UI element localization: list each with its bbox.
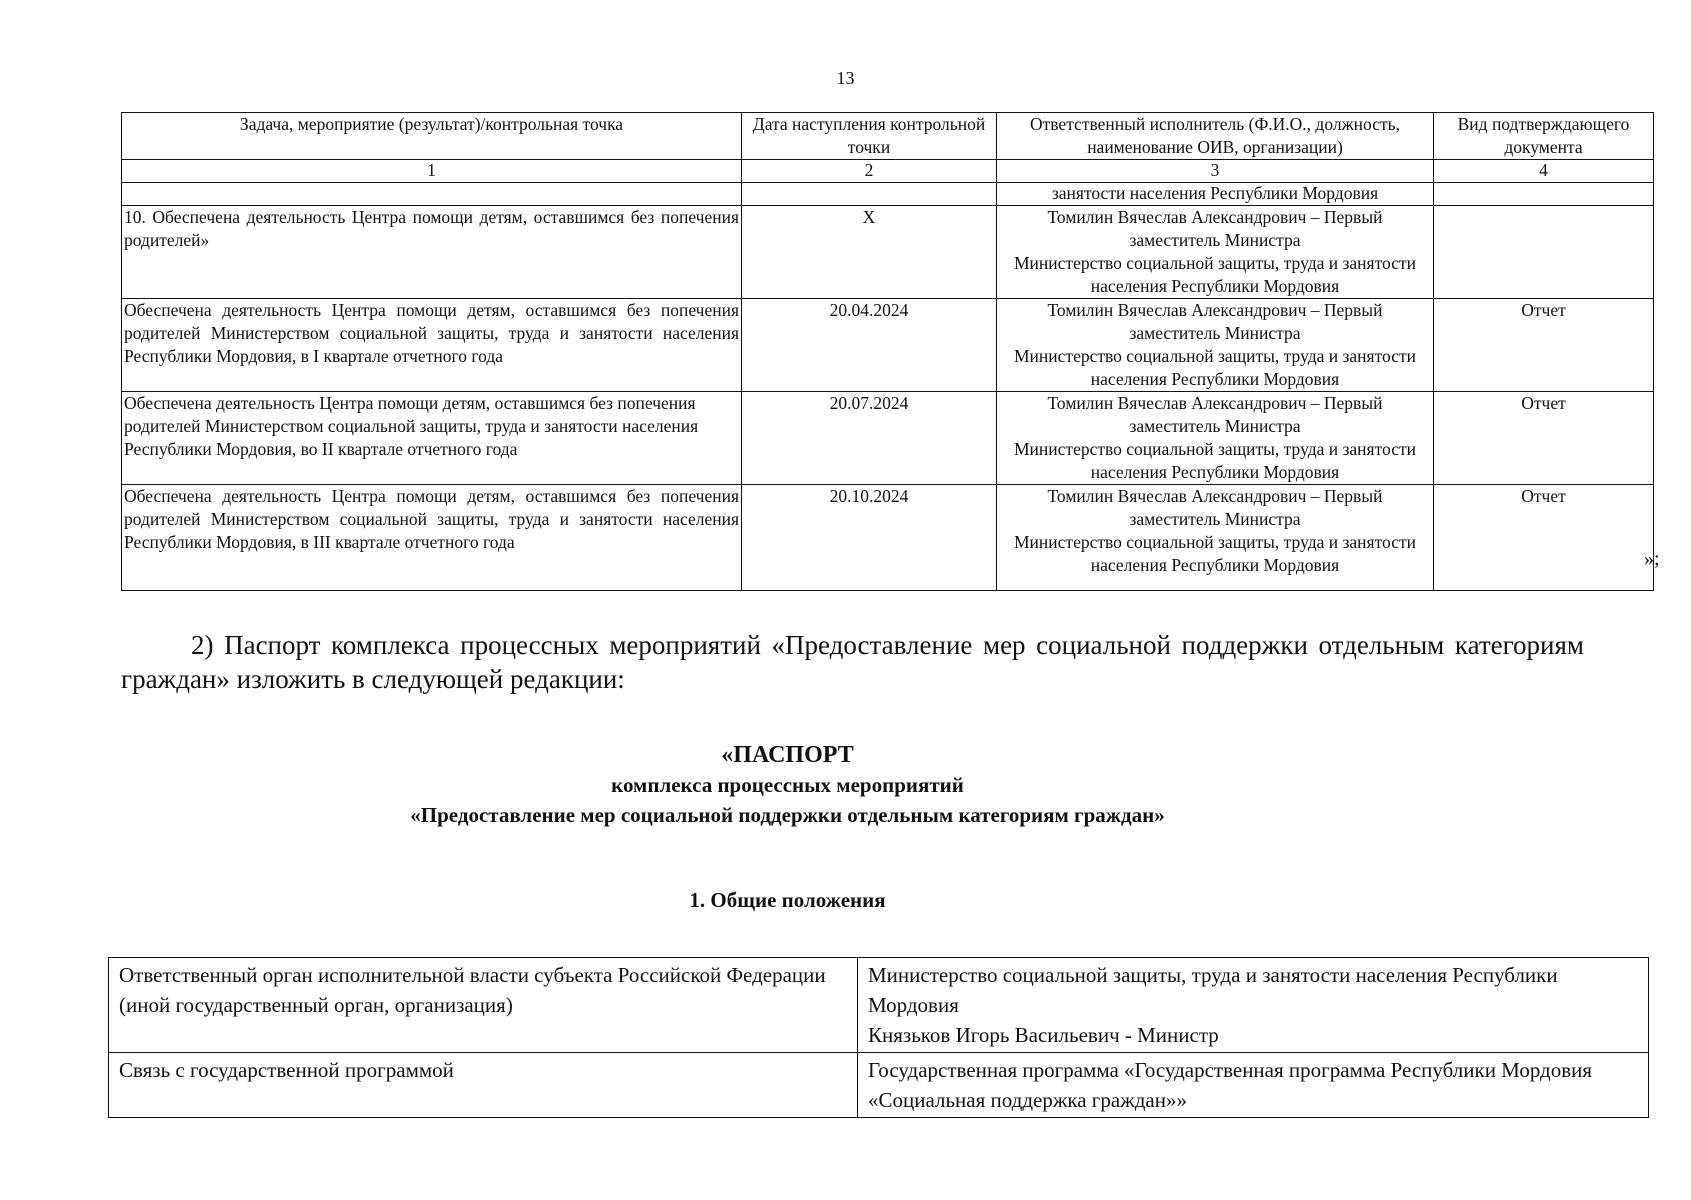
responsible-cell bbox=[997, 485, 1434, 591]
responsible-position: заместитель Министра bbox=[1129, 509, 1301, 529]
responsible-org: Министерство социальной защиты, труда и занятости населения Республики Мордовия bbox=[1014, 532, 1416, 575]
responsible-position: заместитель Министра bbox=[1129, 230, 1301, 250]
column-number: 2 bbox=[742, 160, 997, 183]
responsible-name: Томилин Вячеслав Александрович – Первый bbox=[1047, 300, 1383, 320]
responsible-name: Томилин Вячеслав Александрович – Первый bbox=[1047, 486, 1383, 506]
responsible-name: Томилин Вячеслав Александрович – Первый bbox=[1047, 393, 1383, 413]
table-row bbox=[109, 958, 1649, 1053]
document-cell: Отчет bbox=[1434, 299, 1654, 392]
column-number: 1 bbox=[122, 160, 742, 183]
date-cell: Х bbox=[742, 206, 997, 299]
row-key: Ответственный орган исполнительной власти субъекта Российской Федерации (иной государственный орган, организация) bbox=[109, 958, 858, 1053]
amendment-paragraph: 2) Паспорт комплекса процессных мероприятий «Предоставление мер социальной поддержки отдельным категориям граждан» изложить в следующей редакции: bbox=[121, 630, 1584, 694]
empty-cell bbox=[1434, 183, 1654, 206]
value-line: Государственная программа «Государственная программа Республики Мордовия «Социальная поддержка граждан»» bbox=[868, 1058, 1593, 1112]
task-cell: 10. Обеспечена деятельность Центра помощи детям, оставшимся без попечения родителей» bbox=[122, 206, 742, 299]
header-document: Вид подтверждающего документа bbox=[1434, 113, 1654, 160]
date-cell: 20.07.2024 bbox=[742, 392, 997, 485]
value-line: Министерство социальной защиты, труда и занятости населения Республики Мордовия bbox=[868, 963, 1558, 1017]
responsible-cell bbox=[997, 206, 1434, 299]
passport-title: «ПАСПОРТ bbox=[721, 742, 854, 768]
responsible-cell bbox=[997, 392, 1434, 485]
row-value bbox=[858, 1053, 1649, 1118]
passport-subtitle: комплекса процессных мероприятий bbox=[611, 773, 964, 797]
responsible-position: заместитель Министра bbox=[1129, 323, 1301, 343]
header-task: Задача, мероприятие (результат)/контрольная точка bbox=[122, 113, 742, 160]
responsible-org: Министерство социальной защиты, труда и занятости населения Республики Мордовия bbox=[1014, 346, 1416, 389]
column-number: 4 bbox=[1434, 160, 1654, 183]
passport-name: «Предоставление мер социальной поддержки отдельным категориям граждан» bbox=[410, 803, 1165, 827]
continuation-text: занятости населения Республики Мордовия bbox=[997, 183, 1434, 206]
responsible-name: Томилин Вячеслав Александрович – Первый bbox=[1047, 207, 1383, 227]
responsible-cell bbox=[997, 299, 1434, 392]
document-cell: Отчет bbox=[1434, 485, 1654, 591]
table-row bbox=[122, 485, 1654, 591]
control-points-table bbox=[121, 112, 1654, 591]
empty-cell bbox=[742, 183, 997, 206]
closing-quote-mark: »; bbox=[1644, 548, 1660, 570]
responsible-org: Министерство социальной защиты, труда и занятости населения Республики Мордовия bbox=[1014, 253, 1416, 296]
table-row bbox=[122, 299, 1654, 392]
row-value bbox=[858, 958, 1649, 1053]
document-cell: Отчет bbox=[1434, 392, 1654, 485]
passport-title-block bbox=[0, 740, 1575, 830]
document-cell bbox=[1434, 206, 1654, 299]
task-cell: Обеспечена деятельность Центра помощи детям, оставшимся без попечения родителей Министерством социальной защиты, труда и занятости населения Республики Мордовия, в I квартале отчетного года bbox=[122, 299, 742, 392]
general-provisions-table bbox=[108, 957, 1649, 1118]
column-number: 3 bbox=[997, 160, 1434, 183]
page-number: 13 bbox=[836, 68, 855, 88]
task-cell: Обеспечена деятельность Центра помощи детям, оставшимся без попечения родителей Министерством социальной защиты, труда и занятости населения Республики Мордовия, во II квартале отчетного года bbox=[122, 392, 742, 485]
table-row bbox=[122, 206, 1654, 299]
responsible-position: заместитель Министра bbox=[1129, 416, 1301, 436]
value-line: Князьков Игорь Васильевич - Министр bbox=[868, 1023, 1219, 1047]
column-number-row bbox=[122, 160, 1654, 183]
responsible-org: Министерство социальной защиты, труда и занятости населения Республики Мордовия bbox=[1014, 439, 1416, 482]
date-cell: 20.10.2024 bbox=[742, 485, 997, 591]
section-heading: 1. Общие положения bbox=[689, 888, 886, 912]
row-key: Связь с государственной программой bbox=[109, 1053, 858, 1118]
table-row bbox=[122, 392, 1654, 485]
table-row bbox=[109, 1053, 1649, 1118]
date-cell: 20.04.2024 bbox=[742, 299, 997, 392]
header-responsible: Ответственный исполнитель (Ф.И.О., должность, наименование ОИВ, организации) bbox=[997, 113, 1434, 160]
empty-cell bbox=[122, 183, 742, 206]
continuation-row bbox=[122, 183, 1654, 206]
table-header-row bbox=[122, 113, 1654, 160]
header-date: Дата наступления контрольной точки bbox=[742, 113, 997, 160]
task-cell: Обеспечена деятельность Центра помощи детям, оставшимся без попечения родителей Министерством социальной защиты, труда и занятости населения Республики Мордовия, в III квартале отчетного года bbox=[122, 485, 742, 591]
